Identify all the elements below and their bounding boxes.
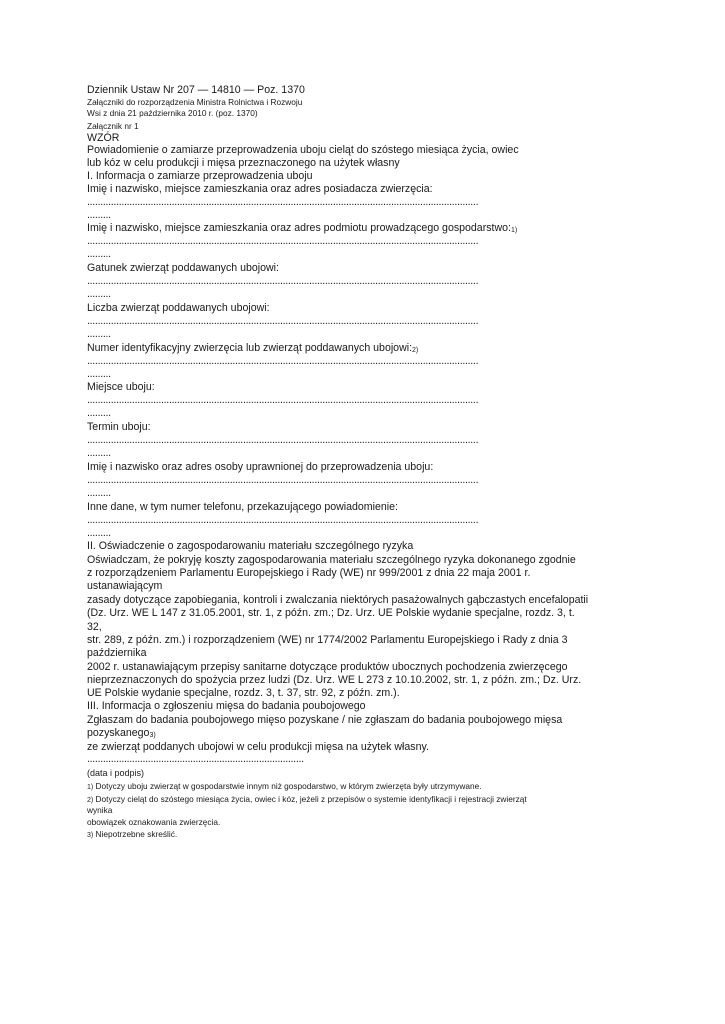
field-line-species: .................................................................................................................................................... [87,275,479,287]
footnote-1: 1) Dotyczy uboju zwierząt w gospodarstwie innym niż gospodarstwo, w którym zwierzęta były utrzymywane. [87,781,482,791]
section-1-heading: I. Informacja o zamiarze przeprowadzenia uboju [87,170,313,182]
declaration-line: 2002 r. ustanawiającym przepisy sanitarne dotyczące produktów ubocznych pochodzenia zwierzęcego [87,661,568,673]
declaration-line: 32, [87,621,102,633]
footnote-ref-1: 1) [510,227,518,234]
footnote-ref-2: 2) [412,347,419,354]
field-label-count: Liczba zwierząt poddawanych ubojowi: [87,302,270,314]
inspection-line-3: ze zwierząt poddanych ubojowi w celu produkcji mięsa na użytek własny. [87,741,429,753]
declaration-line: października [87,647,147,659]
inspection-line-2: pozyskanego$^{3)}$ [87,727,156,739]
field-line-place: .................................................................................................................................................... [87,394,479,406]
field-label-slaughterer: Imię i nazwisko oraz adres osoby uprawnionej do przeprowadzenia uboju: [87,461,434,473]
declaration-line: Oświadczam, że pokryję koszty zagospodarowania materiału szczególnego ryzyka dokonanego zgodnie [87,554,576,566]
annex-line-1: Załączniki do rozporządzenia Ministra Rolnictwa i Rozwoju [87,97,303,107]
field-line-date: .................................................................................................................................................... [87,434,479,446]
footnote-ref-3: 3) [149,732,156,739]
footnote-2: 2) Dotyczy cieląt do szóstego miesiąca życia, owiec i kóz, jeżeli z przepisów o systemie identyfikacji i rejestracji zwierząt [87,794,527,804]
field-line-id-number: .................................................................................................................................................... [87,355,479,367]
field-line-other-data: .................................................................................................................................................... [87,514,479,526]
field-line-slaughterer-end: ......... [87,487,111,499]
annex-number: Załącznik nr 1 [87,121,139,131]
declaration-line: (Dz. Urz. WE L 147 z 31.05.2001, str. 1, z późn. zm.; Dz. Urz. UE Polskie wydanie specjalne, rozdz. 3, t. [87,607,575,619]
footnote-3: 3) Niepotrzebne skreślić. [87,829,178,839]
section-3-heading: III. Informacja o zgłoszeniu mięsa do badania poubojowego [87,700,366,712]
section-2-heading: II. Oświadczenie o zagospodarowaniu materiału szczególnego ryzyka [87,540,414,552]
form-template-label: WZÓR [87,132,120,144]
footnote-2-cont: obowiązek oznakowania zwierzęcia. [87,817,221,827]
annex-line-2: Wsi z dnia 21 października 2010 r. (poz. 1370) [87,108,258,118]
field-label-other-data: Inne dane, w tym numer telefonu, przekazującego powiadomienie: [87,501,398,513]
declaration-line: UE Polskie wydanie specjalne, rozdz. 3, t. 37, str. 92, z późn. zm.). [87,687,400,699]
field-label-place: Miejsce uboju: [87,381,155,393]
field-line-date-end: ......... [87,447,111,459]
field-line-count-end: ......... [87,328,111,340]
declaration-line: ustanawiającym [87,580,163,592]
declaration-line: str. 289, z późn. zm.) i rozporządzeniem (WE) nr 1774/2002 Parlamentu Europejskiego i Rady z dnia 3 [87,634,568,646]
field-line-other-data-end: ......... [87,527,111,539]
field-line-place-end: ......... [87,407,111,419]
inspection-line-1: Zgłaszam do badania poubojowego mięso pozyskane / nie zgłaszam do badania poubojowego mięsa [87,714,563,726]
field-label-species: Gatunek zwierząt poddawanych ubojowi: [87,262,279,274]
form-title-line-1: Powiadomienie o zamiarze przeprowadzenia uboju cieląt do szóstego miesiąca życia, owiec [87,144,519,156]
field-label-farm-operator: Imię i nazwisko, miejsce zamieszkania oraz adres podmiotu prowadzącego gospodarstwo:$^{1)}$ [87,222,518,234]
field-line-farm-operator-end: ......... [87,248,111,260]
field-line-slaughterer: .................................................................................................................................................... [87,474,479,486]
field-line-count: .................................................................................................................................................... [87,315,479,327]
field-label-date: Termin uboju: [87,421,151,433]
signature-label: (data i podpis) [87,768,145,778]
field-line-farm-operator: .................................................................................................................................................... [87,235,479,247]
footnote-2-cont: wynika [87,805,113,815]
declaration-line: z rozporządzeniem Parlamentu Europejskiego i Rady (WE) nr 999/2001 z dnia 22 maja 2001 r. [87,567,531,579]
field-line-holder: .................................................................................................................................................... [87,196,479,208]
field-line-holder-end: ......... [87,209,111,221]
declaration-line: nieprzeznaczonych do spożycia przez ludzi (Dz. Urz. WE L 273 z 10.10.2002, str. 1, z późn. zm.; Dz. Urz. [87,674,582,686]
declaration-line: zasady dotyczące zapobiegania, kontroli i zwalczania niektórych pasażowalnych gąbczastych encefalopatii [87,594,589,606]
field-label-holder: Imię i nazwisko, miejsce zamieszkania oraz adres posiadacza zwierzęcia: [87,183,433,195]
field-label-id-number: Numer identyfikacyjny zwierzęcia lub zwierząt poddawanych ubojowi:$^{2)}$ [87,342,419,354]
form-title-line-2: lub kóz w celu produkcji i mięsa przeznaczonego na użytek własny [87,157,400,169]
signature-line: .................................................................................. [87,753,304,765]
field-line-id-number-end: ......... [87,368,111,380]
field-line-species-end: ......... [87,288,111,300]
journal-header: Dziennik Ustaw Nr 207 — 14810 — Poz. 1370 [87,84,305,96]
